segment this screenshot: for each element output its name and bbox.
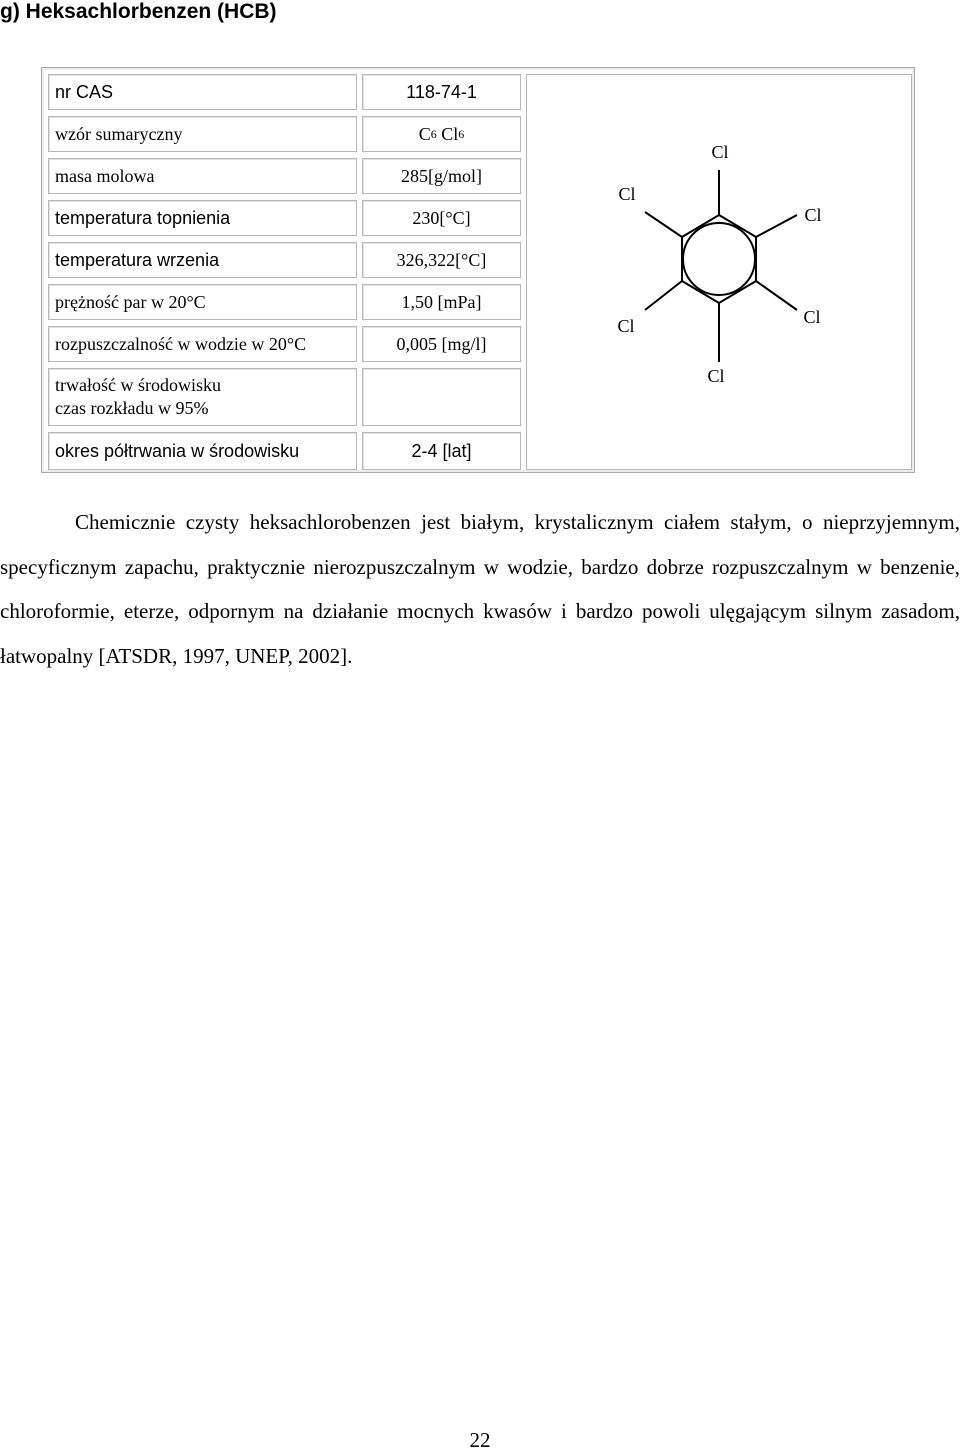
atom-label: Cl [804, 205, 822, 225]
property-label: masa molowa [48, 158, 357, 194]
property-label: nr CAS [48, 74, 357, 110]
property-value: 326,322[°C] [362, 242, 521, 278]
formula-subscript: 6 [430, 127, 437, 141]
property-label: czas rozkładu w 95% [55, 398, 209, 418]
property-label: prężność par w 20°C [48, 284, 357, 320]
property-value: 1,50 [mPa] [362, 284, 521, 320]
property-label: okres półtrwania w środowisku [48, 432, 357, 470]
property-label-multiline [48, 368, 357, 426]
property-value: 0,005 [mg/l] [362, 326, 521, 362]
formula-cell [362, 116, 521, 152]
formula-subscript: 6 [458, 127, 465, 141]
property-value: 285[g/mol] [362, 158, 521, 194]
atom-label: Cl [618, 184, 636, 204]
property-label: trwałość w środowisku [55, 375, 221, 395]
property-label: temperatura topnienia [48, 200, 357, 236]
atom-label: Cl [707, 366, 725, 386]
atom-label: Cl [711, 142, 729, 162]
page-number: 22 [469, 1428, 491, 1452]
formula-element: C [418, 124, 431, 144]
hexachlorobenzene-structure [526, 74, 912, 470]
atom-label: Cl [803, 307, 821, 327]
property-label: temperatura wrzenia [48, 242, 357, 278]
property-value: 2-4 [lat] [362, 432, 521, 470]
property-value: 118-74-1 [362, 74, 521, 110]
atom-label: Cl [617, 316, 635, 336]
property-label: rozpuszczalność w wodzie w 20°C [48, 326, 357, 362]
body-paragraph: Chemicznie czysty heksachlorobenzen jest białym, krystalicznym ciałem stałym, o nieprzyjemnym, specyficznym zapachu, praktycznie nierozpuszczalnym w wodzie, bardzo dobrze rozpuszczalnym w benzenie, chloroformie, eterze, odpornym na działanie mocnych kwasów i bardzo powoli ulęgającym silnym zasadom, łatwopalny [ATSDR, 1997, UNEP, 2002]. [0, 510, 960, 668]
property-label: wzór sumaryczny [48, 116, 357, 152]
section-heading: g) Heksachlorbenzen (HCB) [0, 0, 277, 23]
property-value [362, 368, 521, 426]
benzene-ring [645, 170, 797, 362]
property-value: 230[°C] [362, 200, 521, 236]
formula-element: Cl [441, 124, 459, 144]
